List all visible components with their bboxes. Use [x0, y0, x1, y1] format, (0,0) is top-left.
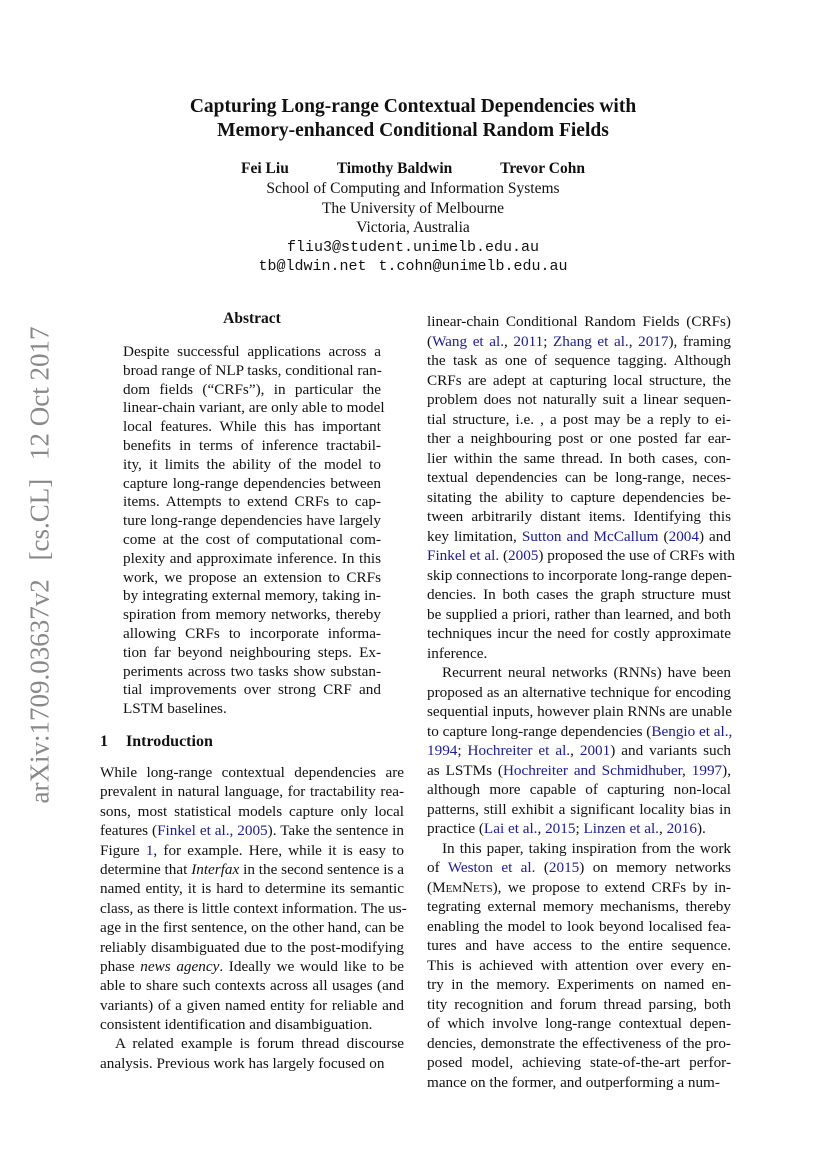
- text-line: [427, 566, 731, 586]
- text-segment: although more capable of capturing non-local: [427, 781, 731, 798]
- citation-link[interactable]: Lai et al.: [483, 820, 538, 837]
- text-line: [427, 897, 731, 917]
- text-segment: tegrating external memory mechanisms, thereby: [427, 898, 731, 915]
- text-segment: able to share such contexts across all usages (and: [100, 977, 404, 995]
- text-segment: sequential inputs, however plain RNNs are unable: [427, 703, 732, 720]
- text-segment: ,: [570, 742, 580, 759]
- title-line: Capturing Long-range Contextual Dependencies with: [189, 96, 637, 117]
- text-line: [123, 381, 381, 400]
- text-segment: ). Take the sentence in: [267, 822, 404, 840]
- text-line: [427, 702, 731, 722]
- paper-title: [0, 95, 826, 143]
- text-line: [427, 683, 731, 703]
- author: Timothy Baldwin: [336, 160, 453, 177]
- text-segment: enabling the model to look beyond localised fea-: [427, 917, 731, 935]
- text-segment: ,: [504, 332, 514, 350]
- arxiv-stamp: [25, 321, 56, 810]
- text-line: [100, 821, 404, 840]
- text-line: [123, 362, 381, 381]
- text-segment: practice (: [427, 820, 484, 837]
- text-segment: try in the memory. Experiments on named en-: [427, 976, 731, 993]
- text-segment: (: [535, 859, 549, 876]
- text-segment: This is achieved with attention over every en-: [427, 956, 731, 974]
- text-segment: tity recognition and forum thread parsing, both: [427, 995, 731, 1013]
- text-segment: proposed as an alternative technique for encoding: [427, 683, 731, 701]
- text-line: [427, 722, 731, 742]
- citation-link[interactable]: Weston et al.: [447, 859, 536, 876]
- text-segment: to capture long-range dependencies (: [427, 722, 652, 740]
- text-line: [427, 800, 731, 820]
- text-segment: tween arbitrarily distant items. Identifying this: [427, 508, 731, 525]
- text-line: [100, 996, 404, 1015]
- text-line: [427, 995, 731, 1015]
- text-line: [123, 569, 381, 588]
- section-number: 1: [100, 733, 108, 750]
- text-segment: problem does not naturally suit a linear sequen-: [427, 391, 731, 408]
- text-segment: broad range of NLP tasks, conditional ran-: [123, 361, 382, 379]
- text-line: [427, 371, 731, 391]
- citation-link[interactable]: Bengio et al.,: [651, 722, 733, 740]
- title-line: Memory-enhanced Conditional Random Fields: [217, 120, 609, 141]
- text-line: [100, 860, 404, 879]
- text-segment: linear-chain Conditional Random Fields (CRFs): [427, 313, 731, 330]
- text-segment: , for example. Here, while it is easy to: [153, 841, 404, 859]
- text-segment: (: [499, 547, 508, 564]
- text-line: [427, 605, 731, 625]
- text-segment: mance on the former, and outperforming a num-: [427, 1073, 720, 1091]
- citation-link[interactable]: 2001: [579, 742, 611, 759]
- text-line: [123, 663, 381, 682]
- text-segment: ,: [658, 820, 667, 837]
- text-line: [123, 456, 381, 475]
- text-line: [123, 512, 381, 531]
- text-line: [123, 700, 381, 719]
- text-line: [427, 741, 731, 761]
- citation-link[interactable]: 2016: [666, 820, 697, 837]
- arxiv-category: [cs.CL]: [24, 478, 55, 561]
- text-segment: prevalent in natural language, for tractability rea-: [100, 783, 404, 801]
- text-segment: ;: [575, 820, 584, 837]
- text-segment: analysis. Previous work has largely focused on: [100, 1054, 385, 1072]
- text-segment: as LSTMs (: [427, 761, 503, 779]
- text-segment: ), we propose to extend CRFs by in-: [492, 878, 731, 896]
- text-line: [427, 332, 731, 352]
- right-column-body: [427, 312, 735, 1092]
- text-segment: ,: [537, 820, 546, 837]
- text-line: [100, 976, 404, 995]
- text-line: [427, 449, 731, 469]
- text-segment: (: [427, 878, 433, 896]
- section-title: Introduction: [126, 733, 213, 750]
- introduction-body: [100, 763, 407, 1073]
- text-line: [427, 507, 731, 527]
- text-line: [427, 819, 731, 839]
- text-segment: (: [427, 332, 433, 350]
- text-line: [100, 899, 407, 918]
- abstract-heading: Abstract: [223, 310, 281, 327]
- affiliation: [0, 179, 826, 277]
- arxiv-date: 12 Oct 2017: [24, 326, 55, 461]
- abstract-body: [123, 343, 385, 719]
- text-line: [123, 475, 381, 494]
- text-line: [427, 312, 731, 332]
- text-segment: ) on memory networks: [579, 859, 731, 876]
- email: fliu3@student.unimelb.edu.au: [286, 238, 540, 256]
- text-line: [427, 410, 731, 430]
- text-line: [100, 841, 404, 860]
- text-segment: determine that: [100, 860, 192, 878]
- email: tb@ldwin.net: [258, 258, 367, 275]
- text-segment: Recurrent neural networks (RNNs) have been: [442, 664, 731, 681]
- text-segment: ),: [722, 761, 731, 779]
- text-line: [427, 488, 731, 508]
- text-segment: the task as one of sequence tagging. Although: [427, 352, 731, 369]
- text-segment: allowing CRFs to incorporate informa-: [123, 624, 381, 642]
- affiliation-line: Victoria, Australia: [356, 219, 470, 236]
- text-segment: local features. While this has important: [123, 418, 381, 436]
- text-segment: of: [427, 859, 448, 876]
- text-line: [427, 585, 731, 605]
- text-segment: plexity and approximate inference. In this: [123, 549, 381, 567]
- text-segment: age in the first sentence, on the other hand, can be: [100, 919, 404, 937]
- citation-link[interactable]: Finkel et al., 2005: [157, 822, 268, 840]
- text-line: [427, 1034, 731, 1054]
- text-segment: of which involve long-range contextual depen-: [427, 1015, 731, 1032]
- text-segment: tures and have access to the entire sequence.: [427, 937, 731, 954]
- citation-link[interactable]: 2004: [668, 527, 699, 545]
- arxiv-id: arXiv:1709.03637v2: [24, 579, 55, 804]
- text-line: [123, 681, 381, 700]
- text-segment: dencies, demonstrate the effectiveness of the pro-: [427, 1034, 731, 1052]
- citation-link[interactable]: Hochreiter and Schmidhuber: [502, 761, 683, 779]
- citation-link[interactable]: Zhang et al.: [553, 332, 629, 350]
- text-segment: items. Attempts to extend CRFs to cap-: [123, 493, 381, 511]
- citation-link[interactable]: 2017: [638, 332, 669, 350]
- text-line: [100, 957, 404, 976]
- text-segment: key limitation,: [427, 527, 522, 545]
- text-segment: sons, most statistical models capture only local: [100, 802, 404, 820]
- text-line: [100, 763, 404, 782]
- text-line: [123, 550, 381, 569]
- affiliation-line: The University of Melbourne: [321, 199, 505, 217]
- text-segment: ther a neighbouring post or one posted far ear-: [427, 430, 731, 447]
- text-segment: come at the cost of computational com-: [123, 530, 381, 548]
- email-line: [0, 238, 826, 258]
- text-segment: phase: [100, 957, 141, 975]
- text-segment: CRFs are adept at capturing local structure, the: [427, 371, 731, 389]
- text-segment: lier within the same thread. In both cases, con-: [427, 449, 731, 467]
- text-line: [100, 918, 404, 937]
- text-line: [427, 956, 731, 976]
- text-segment: A related example is forum thread discourse: [115, 1035, 404, 1053]
- text-line: [427, 1073, 731, 1093]
- text-line: [427, 546, 735, 566]
- text-line: [123, 606, 381, 625]
- text-line: [427, 975, 731, 995]
- text-line: [427, 839, 731, 859]
- text-segment: reliably disambiguated due to the post-modifying: [100, 938, 404, 956]
- text-segment: posed model, achieving state-of-the-art perfor-: [427, 1054, 731, 1071]
- text-line: [100, 1054, 404, 1073]
- text-segment: . Ideally we would like to be: [219, 957, 404, 975]
- citation-link[interactable]: 2011: [513, 332, 544, 350]
- text-segment: In this paper, taking inspiration from the work: [442, 839, 731, 857]
- text-segment: variants) of a given named entity for reliable and: [100, 996, 404, 1014]
- text-line: [123, 343, 381, 362]
- text-segment: Figure: [100, 841, 146, 859]
- email-line: [0, 257, 826, 277]
- text-segment: ture long-range dependencies have largely: [123, 512, 381, 530]
- text-segment: ) proposed the use of CRFs with: [538, 547, 735, 564]
- text-line: [123, 418, 381, 437]
- citation-link[interactable]: Hochreiter et al.: [467, 742, 571, 759]
- text-segment: ).: [696, 820, 706, 837]
- text-line: [427, 878, 731, 898]
- small-caps-text: MemNets: [432, 878, 493, 896]
- text-segment: dom fields (“CRFs”), in particular the: [123, 380, 381, 398]
- text-segment: consistent identification and disambiguation.: [100, 1016, 373, 1034]
- text-segment: patterns, still exhibit a significant locality bias in: [427, 800, 731, 818]
- citation-link[interactable]: Wang et al.: [432, 332, 504, 350]
- text-line: [100, 938, 404, 957]
- text-segment: features (: [100, 822, 158, 840]
- text-line: [123, 437, 381, 456]
- citation-link[interactable]: Linzen et al.: [583, 820, 659, 837]
- text-segment: ;: [543, 332, 554, 350]
- text-line: [123, 531, 381, 550]
- text-line: [427, 858, 731, 878]
- text-line: [123, 644, 381, 663]
- text-segment: skip connections to incorporate long-range depen-: [427, 566, 732, 584]
- text-segment: While long-range contextual dependencies are: [100, 764, 404, 781]
- text-line: [427, 663, 731, 683]
- text-line: [123, 625, 381, 644]
- text-line: [427, 780, 731, 800]
- citation-link[interactable]: 2015: [548, 859, 580, 876]
- citation-link[interactable]: 1997: [691, 761, 723, 779]
- text-line: [123, 493, 381, 512]
- text-segment: ,: [628, 332, 639, 350]
- author-list: [0, 160, 826, 178]
- text-segment: capture long-range dependencies between: [123, 474, 381, 492]
- text-segment: linear-chain variant, are only able to model: [123, 399, 385, 417]
- affiliation-line: School of Computing and Information Systems: [266, 180, 560, 197]
- text-segment: spiration from memory networks, thereby: [123, 606, 381, 624]
- text-line: [123, 399, 385, 418]
- text-segment: dencies. In both cases the graph structure must: [427, 586, 731, 603]
- text-segment: tial structure, i.e. , a post may be a reply to ei-: [427, 410, 731, 428]
- text-segment: ) and variants such: [610, 742, 731, 759]
- citation-link[interactable]: 1994: [427, 742, 458, 759]
- text-line: [100, 802, 404, 821]
- text-line: [427, 351, 731, 371]
- citation-link[interactable]: 2005: [508, 547, 539, 564]
- text-line: [427, 390, 731, 410]
- italic-text: Interfax: [191, 860, 240, 878]
- text-segment: in the second sentence is a: [239, 860, 404, 878]
- text-segment: LSTM baselines.: [123, 700, 227, 718]
- section-heading-introduction: [100, 733, 213, 751]
- text-line: [100, 1015, 404, 1034]
- text-line: [427, 429, 731, 449]
- text-line: [123, 587, 381, 606]
- citation-link[interactable]: 1: [145, 841, 154, 859]
- citation-link[interactable]: 2015: [545, 820, 576, 837]
- text-segment: sitating the ability to capture dependencies be-: [427, 488, 731, 506]
- text-line: [100, 782, 404, 801]
- text-segment: (: [658, 527, 669, 545]
- text-line: [427, 644, 731, 664]
- text-line: [427, 468, 731, 488]
- email: t.cohn@unimelb.edu.au: [378, 258, 568, 275]
- text-line: [427, 527, 731, 547]
- citation-link[interactable]: Sutton and McCallum: [521, 527, 659, 545]
- text-segment: ity, it limits the ability of the model to: [123, 455, 381, 473]
- text-segment: work, we propose an extension to CRFs: [123, 568, 381, 586]
- text-segment: ), framing: [668, 332, 732, 350]
- text-line: [427, 761, 731, 781]
- author: Fei Liu: [241, 160, 289, 177]
- text-segment: tial improvements over strong CRF and: [123, 681, 381, 699]
- author: Trevor Cohn: [500, 160, 585, 177]
- text-line: [427, 936, 731, 956]
- text-line: [427, 917, 731, 937]
- text-segment: techniques incur the need for costly approximate: [427, 625, 731, 642]
- text-segment: ) and: [698, 527, 731, 545]
- text-segment: tion far beyond neighbouring steps. Ex-: [123, 643, 381, 661]
- text-segment: ;: [457, 742, 468, 759]
- text-line: [427, 1053, 731, 1073]
- text-segment: textual dependencies can be long-range, neces-: [427, 469, 731, 486]
- text-line: [100, 879, 404, 898]
- text-segment: ,: [682, 761, 692, 779]
- text-segment: named entity, it is hard to determine its semantic: [100, 880, 404, 898]
- text-line: [427, 624, 731, 644]
- italic-text: news agency: [140, 957, 220, 975]
- text-line: [427, 1014, 731, 1034]
- text-segment: Despite successful applications across a: [123, 343, 381, 360]
- text-segment: benefits in terms of inference tractabil-: [123, 436, 381, 454]
- text-segment: inference.: [427, 644, 488, 662]
- text-line: [100, 1034, 404, 1053]
- text-segment: periments across two tasks show substan-: [123, 662, 381, 680]
- citation-link[interactable]: Finkel et al.: [427, 547, 500, 564]
- text-segment: be supplied a priori, rather than learned, and both: [427, 605, 731, 623]
- text-segment: by integrating external memory, taking in-: [123, 587, 381, 605]
- text-segment: class, as there is little context information. The us-: [100, 899, 407, 917]
